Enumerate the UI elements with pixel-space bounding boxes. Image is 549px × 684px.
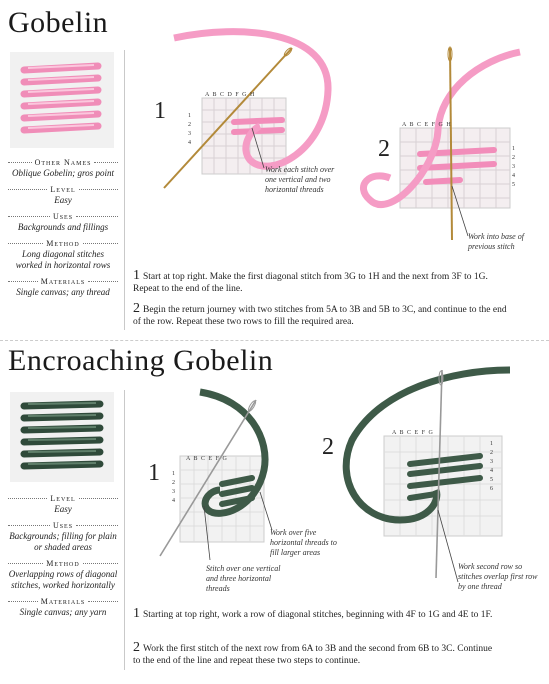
encroaching-caption-1a: Work over five horizontal threads to fill larger areas (270, 528, 337, 557)
materials-value: Single canvas; any yarn (19, 607, 107, 617)
gobelin-section (0, 0, 549, 340)
gobelin-instr2-text: Begin the return journey with two stitches from 5A to 3B and 5B to 3C, and continue to the end of the row. Repeat these two rows to fill the required area. (133, 305, 507, 327)
level-label: Level (8, 184, 118, 195)
encroaching-info-panel (8, 488, 118, 618)
gobelin-swatch-art (10, 52, 114, 148)
gobelin-instr1-number: 1 (133, 268, 140, 283)
gobelin-title: Gobelin (8, 6, 109, 39)
uses-label: Uses (8, 211, 118, 222)
method-value: Long diagonal stitches worked in horizontal rows (15, 249, 111, 270)
gobelin-step1-number: 1 (154, 98, 166, 124)
encroaching-grid1-rows: 1 2 3 4 (172, 471, 175, 504)
method-label: Method (8, 238, 118, 249)
materials-value: Single canvas; any thread (16, 287, 110, 297)
gobelin-caption-1: Work each stitch over one vertical and two horizontal threads (265, 165, 335, 194)
uses-value: Backgrounds; filling for plain or shaded areas (9, 531, 117, 552)
encroaching-instr2-text: Work the first stitch of the next row from 6A to 3B and the second from 6B to 3C. Continue to the end of the line and repeat these two steps to continue. (133, 644, 493, 666)
encroaching-caption-2: Work second row so stitches overlap first row by one thread (458, 562, 538, 591)
method-value: Overlapping rows of diagonal stitches, worked horizontally (8, 569, 118, 590)
encroaching-instruction-2 (133, 642, 493, 667)
gobelin-instr2-number: 2 (133, 301, 140, 316)
encroaching-instr2-number: 2 (133, 640, 140, 655)
encroaching-instruction-1 (133, 608, 493, 621)
gobelin-grid1-rows: 1 2 3 4 (188, 113, 191, 146)
uses-label: Uses (8, 520, 118, 531)
encroaching-column-divider (124, 390, 125, 670)
gobelin-instruction-2 (133, 303, 513, 328)
encroaching-grid1-columns: A B C E F G (186, 456, 228, 462)
gobelin-instr1-text: Start at top right. Make the first diagonal stitch from 3G to 1H and the next from 3F to 1G. Repeat to the end of the line. (133, 272, 488, 294)
level-label: Level (8, 493, 118, 504)
gobelin-info-panel (8, 152, 118, 298)
level-value: Easy (54, 195, 72, 205)
encroaching-title: Encroaching Gobelin (8, 344, 274, 377)
encroaching-instr1-number: 1 (133, 606, 140, 621)
gobelin-instruction-1 (133, 270, 513, 295)
encroaching-grid2-rows: 1 2 3 4 5 6 (490, 441, 493, 492)
gobelin-column-divider (124, 50, 125, 330)
encroaching-step1-number: 1 (148, 460, 160, 486)
other-names-value: Oblique Gobelin; gros point (12, 168, 114, 178)
encroaching-swatch (10, 392, 114, 482)
materials-label: Materials (8, 276, 118, 287)
gobelin-swatch (10, 52, 114, 148)
encroaching-section (0, 340, 549, 684)
other-names-label: Other Names (8, 157, 118, 168)
gobelin-grid1-columns: A B C D F G H (205, 92, 256, 98)
encroaching-step2-number: 2 (322, 434, 334, 460)
level-value: Easy (54, 504, 72, 514)
encroaching-swatch-art (10, 392, 114, 482)
encroaching-instr1-text: Starting at top right, work a row of diagonal stitches, beginning with 4F to 1G and 4E to 1F. (143, 610, 493, 620)
gobelin-caption-2: Work into base of previous stitch (468, 232, 524, 251)
uses-value: Backgrounds and fillings (17, 222, 109, 232)
encroaching-caption-1b: Stitch over one vertical and three horizontal threads (206, 564, 281, 593)
encroaching-grid2-columns: A B C E F G (392, 430, 434, 436)
materials-label: Materials (8, 596, 118, 607)
gobelin-grid2-rows: 1 2 3 4 5 (512, 146, 515, 188)
gobelin-grid2-columns: A B C E F G H (402, 122, 452, 128)
method-label: Method (8, 558, 118, 569)
gobelin-step2-number: 2 (378, 136, 390, 162)
gobelin-diagram-1 (160, 30, 340, 230)
gobelin-diagram-2 (360, 30, 530, 250)
